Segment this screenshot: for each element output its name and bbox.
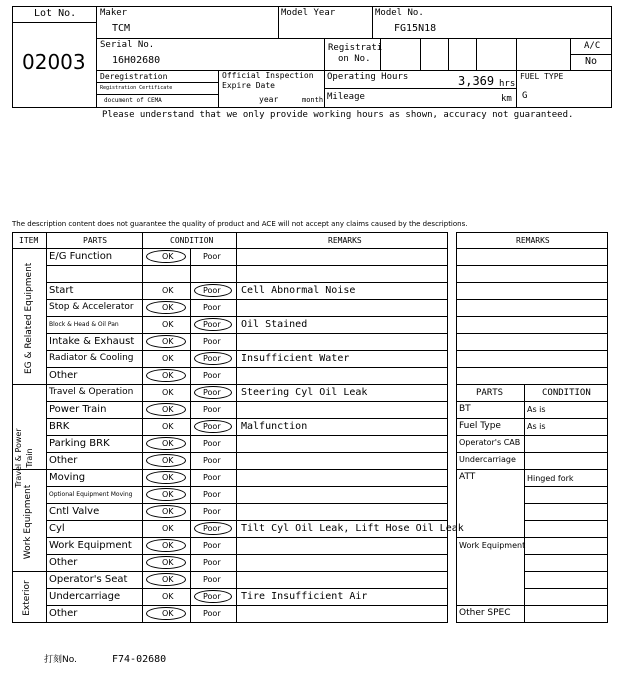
ok-circle-mark bbox=[146, 471, 186, 484]
part-name: Intake & Exhaust bbox=[49, 336, 135, 347]
spec-part: Undercarriage bbox=[459, 455, 516, 464]
ok-option: OK bbox=[162, 422, 174, 431]
remark-text: Steering Cyl Oil Leak bbox=[241, 387, 368, 398]
group-travel-power-train: Travel & Power Train bbox=[14, 428, 34, 488]
spec-part: Other SPEC bbox=[459, 608, 511, 618]
remark-text: Oil Stained bbox=[241, 319, 308, 330]
model-no-label: Model No. bbox=[375, 8, 424, 18]
fuel-type-value: G bbox=[522, 91, 528, 101]
km-unit: km bbox=[501, 94, 512, 104]
ok-circle-mark bbox=[146, 607, 186, 620]
ok-option: OK bbox=[162, 405, 174, 414]
stamp-number: F74-02680 bbox=[112, 654, 167, 665]
poor-option: Poor bbox=[203, 371, 221, 380]
serial-label: Serial No. bbox=[100, 40, 155, 50]
poor-circle-mark bbox=[194, 318, 232, 331]
inspection-label: Official Inspection bbox=[222, 71, 314, 80]
ok-circle-mark bbox=[146, 437, 186, 450]
poor-option: Poor bbox=[203, 405, 221, 414]
month-label: month bbox=[302, 96, 324, 104]
ok-option: OK bbox=[162, 252, 174, 261]
poor-option: Poor bbox=[203, 354, 221, 363]
part-name: Radiator & Cooling bbox=[49, 353, 134, 363]
col-parts-header: PARTS bbox=[83, 236, 108, 245]
poor-option: Poor bbox=[203, 490, 221, 499]
part-name: Other bbox=[49, 557, 78, 568]
poor-circle-mark bbox=[194, 352, 232, 365]
ok-option: OK bbox=[162, 354, 174, 363]
poor-option: Poor bbox=[203, 575, 221, 584]
poor-option: Poor bbox=[203, 252, 221, 261]
part-name: Undercarriage bbox=[49, 591, 121, 602]
part-name: Cyl bbox=[49, 523, 65, 534]
spec-part: Operator's CAB bbox=[459, 438, 521, 447]
part-name: Other bbox=[49, 370, 78, 381]
deregistration-label: Deregistration bbox=[100, 72, 168, 81]
spec-part: Work Equipment bbox=[459, 541, 526, 550]
disclaimer: The description content does not guarantee the quality of product and ACE will not accept any claims caused by the descriptions. bbox=[12, 220, 468, 228]
stamp-label: 打刻No. bbox=[44, 655, 77, 665]
poor-option: Poor bbox=[203, 558, 221, 567]
poor-option: Poor bbox=[203, 388, 221, 397]
part-name: Optional Equipment Moving bbox=[49, 491, 133, 498]
ok-circle-mark bbox=[146, 505, 186, 518]
poor-option: Poor bbox=[203, 422, 221, 431]
poor-option: Poor bbox=[203, 592, 221, 601]
part-name: E/G Function bbox=[49, 251, 113, 262]
part-name: Other bbox=[49, 455, 78, 466]
part-name: Block & Head & Oil Pan bbox=[49, 321, 119, 328]
poor-option: Poor bbox=[203, 286, 221, 295]
spec-condition: As is bbox=[527, 405, 546, 414]
right-remarks-header: REMARKS bbox=[516, 236, 550, 245]
hours-notice: Please understand that we only provide working hours as shown, accuracy not guaranteed. bbox=[102, 110, 574, 120]
operating-hours-label: Operating Hours bbox=[327, 72, 409, 82]
spec-condition: Hinged fork bbox=[527, 474, 574, 483]
ok-circle-mark bbox=[146, 369, 186, 382]
poor-circle-mark bbox=[194, 522, 232, 535]
part-name: Work Equipment bbox=[49, 540, 132, 551]
ok-option: OK bbox=[162, 490, 174, 499]
spec-condition-header: CONDITION bbox=[542, 388, 591, 398]
mileage-label: Mileage bbox=[327, 92, 365, 102]
ok-option: OK bbox=[162, 592, 174, 601]
ok-circle-mark bbox=[146, 539, 186, 552]
ok-option: OK bbox=[162, 286, 174, 295]
spec-condition: As is bbox=[527, 422, 546, 431]
lot-number: 02003 bbox=[22, 50, 86, 74]
ac-value: No bbox=[585, 56, 598, 67]
ok-circle-mark bbox=[146, 301, 186, 314]
maker-label: Maker bbox=[100, 8, 128, 18]
ok-option: OK bbox=[162, 558, 174, 567]
ok-option: OK bbox=[162, 507, 174, 516]
poor-option: Poor bbox=[203, 609, 221, 618]
part-name: Parking BRK bbox=[49, 438, 110, 449]
poor-circle-mark bbox=[194, 590, 232, 603]
ok-circle-mark bbox=[146, 250, 186, 263]
col-condition-header: CONDITION bbox=[170, 236, 214, 245]
ok-option: OK bbox=[162, 456, 174, 465]
model-year-label: Model Year bbox=[281, 8, 336, 18]
registration-certificate-label: Registration Certificate bbox=[100, 85, 173, 91]
ok-option: OK bbox=[162, 371, 174, 380]
part-name: Travel & Operation bbox=[49, 387, 134, 397]
maker-value: TCM bbox=[112, 23, 131, 34]
poor-option: Poor bbox=[203, 439, 221, 448]
part-name: Moving bbox=[49, 472, 86, 483]
hrs-unit: hrs bbox=[499, 79, 516, 89]
remark-text: Tire Insufficient Air bbox=[241, 591, 368, 602]
ok-option: OK bbox=[162, 524, 174, 533]
spec-parts-header: PARTS bbox=[476, 388, 504, 398]
ok-option: OK bbox=[162, 388, 174, 397]
ok-option: OK bbox=[162, 337, 174, 346]
part-name: Start bbox=[49, 285, 74, 296]
spec-part: BT bbox=[459, 404, 471, 414]
serial-value: 16H02680 bbox=[112, 55, 161, 66]
poor-option: Poor bbox=[203, 337, 221, 346]
part-name: BRK bbox=[49, 421, 70, 432]
poor-circle-mark bbox=[194, 420, 232, 433]
col-item-header: ITEM bbox=[19, 236, 39, 245]
poor-option: Poor bbox=[203, 473, 221, 482]
group-exterior: Exterior bbox=[22, 580, 32, 616]
poor-circle-mark bbox=[194, 284, 232, 297]
fuel-type-label: FUEL TYPE bbox=[520, 72, 564, 81]
ok-circle-mark bbox=[146, 454, 186, 467]
poor-option: Poor bbox=[203, 541, 221, 550]
part-name: Power Train bbox=[49, 404, 107, 415]
spec-part: Fuel Type bbox=[459, 421, 501, 431]
ok-circle-mark bbox=[146, 488, 186, 501]
poor-option: Poor bbox=[203, 524, 221, 533]
ok-option: OK bbox=[162, 609, 174, 618]
part-name: Operator's Seat bbox=[49, 574, 128, 585]
ok-circle-mark bbox=[146, 403, 186, 416]
part-name: Other bbox=[49, 608, 78, 619]
poor-circle-mark bbox=[194, 386, 232, 399]
poor-option: Poor bbox=[203, 303, 221, 312]
poor-option: Poor bbox=[203, 507, 221, 516]
remark-text: Cell Abnormal Noise bbox=[241, 285, 356, 296]
ok-option: OK bbox=[162, 303, 174, 312]
col-remarks-header: REMARKS bbox=[328, 236, 362, 245]
poor-option: Poor bbox=[203, 456, 221, 465]
registration-label: Registrati bbox=[328, 43, 383, 53]
ac-label: A/C bbox=[584, 41, 601, 51]
poor-option: Poor bbox=[203, 320, 221, 329]
ok-option: OK bbox=[162, 575, 174, 584]
remark-text: Insufficient Water bbox=[241, 353, 350, 364]
lot-label: Lot No. bbox=[34, 8, 77, 19]
operating-hours-value: 3,369 bbox=[458, 74, 495, 88]
ok-circle-mark bbox=[146, 573, 186, 586]
part-name: Stop & Accelerator bbox=[49, 302, 134, 312]
group-eg-related: EG & Related Equipment bbox=[24, 262, 34, 374]
ok-option: OK bbox=[162, 473, 174, 482]
remark-text: Tilt Cyl Oil Leak, Lift Hose Oil Leak bbox=[241, 523, 464, 534]
group-work-equipment: Work Equipment bbox=[23, 484, 33, 560]
part-name: Cntl Valve bbox=[49, 506, 100, 517]
ok-circle-mark bbox=[146, 556, 186, 569]
ok-circle-mark bbox=[146, 335, 186, 348]
spec-part: ATT bbox=[459, 472, 476, 482]
remark-text: Malfunction bbox=[241, 421, 308, 432]
model-no-value: FG15N18 bbox=[394, 23, 437, 34]
year-label: year bbox=[259, 95, 279, 104]
ok-option: OK bbox=[162, 320, 174, 329]
ok-option: OK bbox=[162, 541, 174, 550]
ok-option: OK bbox=[162, 439, 174, 448]
cema-label: document of CEMA bbox=[104, 97, 162, 104]
